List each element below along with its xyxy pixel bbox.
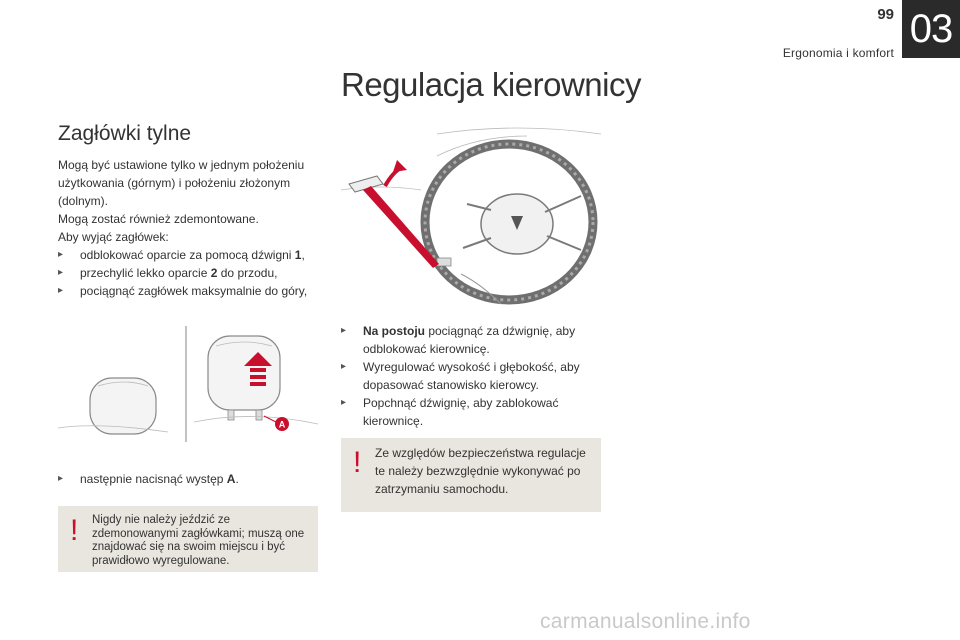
- notice-text: Ze względów bezpieczeństwa regulacje te należy bezwzględnie wykonywać po zatrzymaniu samochodu.: [375, 446, 586, 496]
- left-body: [58, 156, 320, 300]
- headrest-drawing: [58, 326, 318, 442]
- right-body: [341, 322, 599, 430]
- list-item: ▸ przechylić lekko oparcie 2 do przodu,: [58, 264, 320, 282]
- chapter-number-badge: 03: [902, 0, 960, 58]
- notice-text: Nigdy nie należy jeździć ze zdemonowanymi zagłówkami; muszą one znajdować się na swoim miejscu i być prawidłowo wyregulowane.: [92, 514, 305, 567]
- warning-notice: [341, 438, 601, 512]
- paragraph: Mogą zostać również zdemontowane.: [58, 212, 259, 226]
- list-item: ▸ Wyregulować wysokość i głębokość, aby dopasować stanowisko kierowcy.: [341, 358, 599, 394]
- paragraph: Aby wyjąć zagłówek:: [58, 230, 169, 244]
- marker-a-label: A: [278, 419, 286, 430]
- headrest-illustration: [58, 326, 318, 442]
- section-title: Zagłówki tylne: [58, 122, 192, 145]
- chapter-name: Ergonomia i komfort: [782, 46, 894, 60]
- warning-notice: [58, 506, 318, 572]
- list-item: ▸ następnie nacisnąć występ A.: [58, 470, 342, 488]
- steering-wheel-drawing: [341, 126, 601, 312]
- page-title: Regulacja kierownicy: [341, 66, 641, 103]
- list-item: ▸ Popchnąć dźwignię, aby zablokować kierownicę.: [341, 394, 599, 430]
- watermark: carmanualsonline.info: [540, 610, 751, 633]
- list-item: ▸ Na postoju pociągnąć za dźwignię, aby odblokować kierownicę.: [341, 322, 599, 358]
- list-item: ▸ odblokować oparcie za pomocą dźwigni 1,: [58, 246, 320, 264]
- steering-wheel-illustration: [341, 126, 601, 312]
- page-number: 99: [877, 6, 894, 23]
- list-item: ▸ pociągnąć zagłówek maksymalnie do góry,: [58, 282, 320, 300]
- warning-icon: !: [70, 514, 79, 547]
- warning-icon: !: [353, 446, 362, 479]
- paragraph: Mogą być ustawione tylko w jednym położeniu użytkowania (górnym) i położeniu złożonym (dolnym).: [58, 158, 305, 208]
